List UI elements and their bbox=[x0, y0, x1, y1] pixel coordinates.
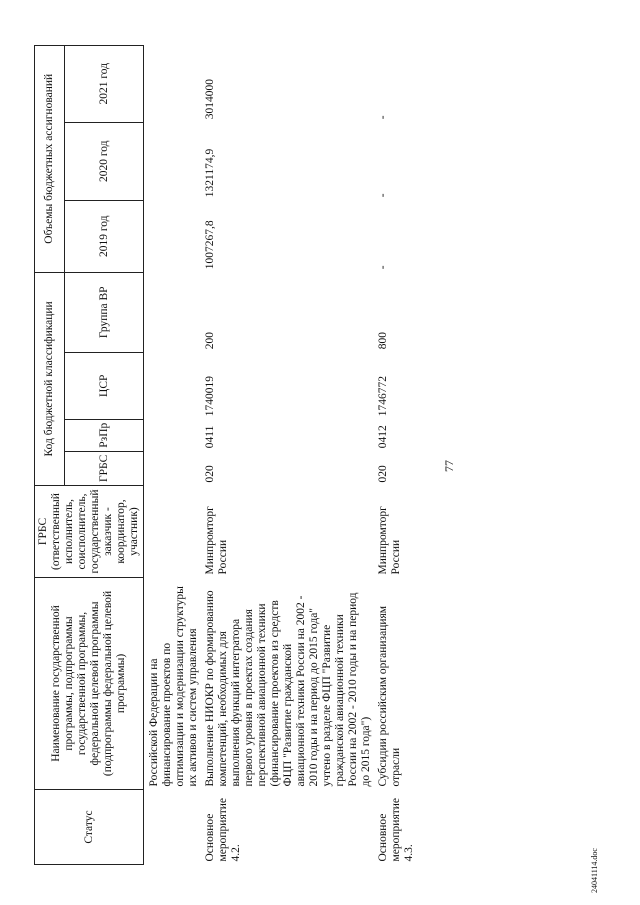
cell-2019: - bbox=[377, 265, 389, 270]
cell-name: Выполнение НИОКР по формированию компетенций, необходимых для выполнения функций интегратора первого уровня в проектах создания перспективной авиационной техники (финансирование проектов из средств ФЦП "Развитие гражданской авиационной техники России на 2002 - 2010 годы и на период до 2015 года" учтено в разделе ФЦП "Развитие гражданской авиационной техники России на 2002 - 2010 годы и на период до 2015 года") bbox=[204, 590, 372, 787]
cell-status: Основное мероприятие 4.2. bbox=[204, 797, 242, 862]
cell-2021: 3014000 bbox=[204, 79, 216, 120]
header-2019: 2019 год bbox=[65, 200, 144, 272]
table-row bbox=[144, 45, 203, 864]
cell-vr: 800 bbox=[377, 332, 389, 350]
page-number: 77 bbox=[442, 460, 456, 472]
cell-kbk-grbs: 020 bbox=[377, 465, 389, 483]
table-row bbox=[375, 45, 418, 864]
header-2020: 2020 год bbox=[65, 122, 144, 200]
cell-kbk-grbs bbox=[144, 451, 203, 485]
header-kbk-group: Код бюджетной классификации bbox=[35, 272, 65, 485]
cell-status bbox=[144, 790, 203, 865]
header-kbk-rzpr: РзПр bbox=[65, 419, 144, 451]
cell-vr bbox=[144, 272, 203, 352]
cell-name: Субсидии российским организациям отрасли bbox=[377, 605, 402, 787]
cell-rzpr: 0412 bbox=[377, 425, 389, 449]
budget-table bbox=[34, 45, 418, 865]
cell-csr: 1746772 bbox=[377, 376, 389, 417]
cell-2019 bbox=[144, 200, 203, 272]
cell-rzpr bbox=[144, 419, 203, 451]
cell-csr: 1740019 bbox=[204, 376, 216, 417]
cell-2020: - bbox=[377, 193, 389, 198]
cell-name: Российской Федерации на финансирование проектов по оптимизации и модернизации структуры их активов и систем управления bbox=[148, 586, 199, 787]
cell-vr: 200 bbox=[204, 332, 216, 350]
cell-2019: 1007267,8 bbox=[204, 220, 216, 270]
header-status: Статус bbox=[35, 790, 144, 865]
header-2021: 2021 год bbox=[65, 45, 144, 122]
cell-grbs bbox=[144, 486, 203, 578]
cell-rzpr: 0411 bbox=[204, 425, 216, 449]
cell-2020 bbox=[144, 122, 203, 200]
cell-kbk-grbs: 020 bbox=[204, 465, 216, 483]
header-kbk-grbs: ГРБС bbox=[65, 451, 144, 485]
cell-grbs: Минпромторг России bbox=[204, 506, 229, 575]
cell-csr bbox=[144, 352, 203, 419]
header-name: Наименование государственной программы, подпрограммы государственной программы, федеральной целевой программы (подпрограммы федеральной целевой программы) bbox=[35, 578, 144, 790]
header-kbk-csr: ЦСР bbox=[65, 352, 144, 419]
header-kbk-vr: Группа ВР bbox=[65, 272, 144, 352]
document-id: 24041114.doc bbox=[590, 848, 599, 893]
cell-2020: 1321174,9 bbox=[204, 148, 216, 198]
cell-2021: - bbox=[377, 115, 389, 120]
cell-2021 bbox=[144, 45, 203, 122]
header-volume-group: Объемы бюджетных ассигнований bbox=[35, 45, 65, 272]
header-grbs: ГРБС (ответственный исполнитель, соисполнитель, государственный заказчик - координатор, участник) bbox=[35, 486, 144, 578]
cell-grbs: Минпромторг России bbox=[377, 506, 402, 575]
table-row bbox=[202, 45, 375, 864]
cell-status: Основное мероприятие 4.3. bbox=[377, 797, 415, 862]
